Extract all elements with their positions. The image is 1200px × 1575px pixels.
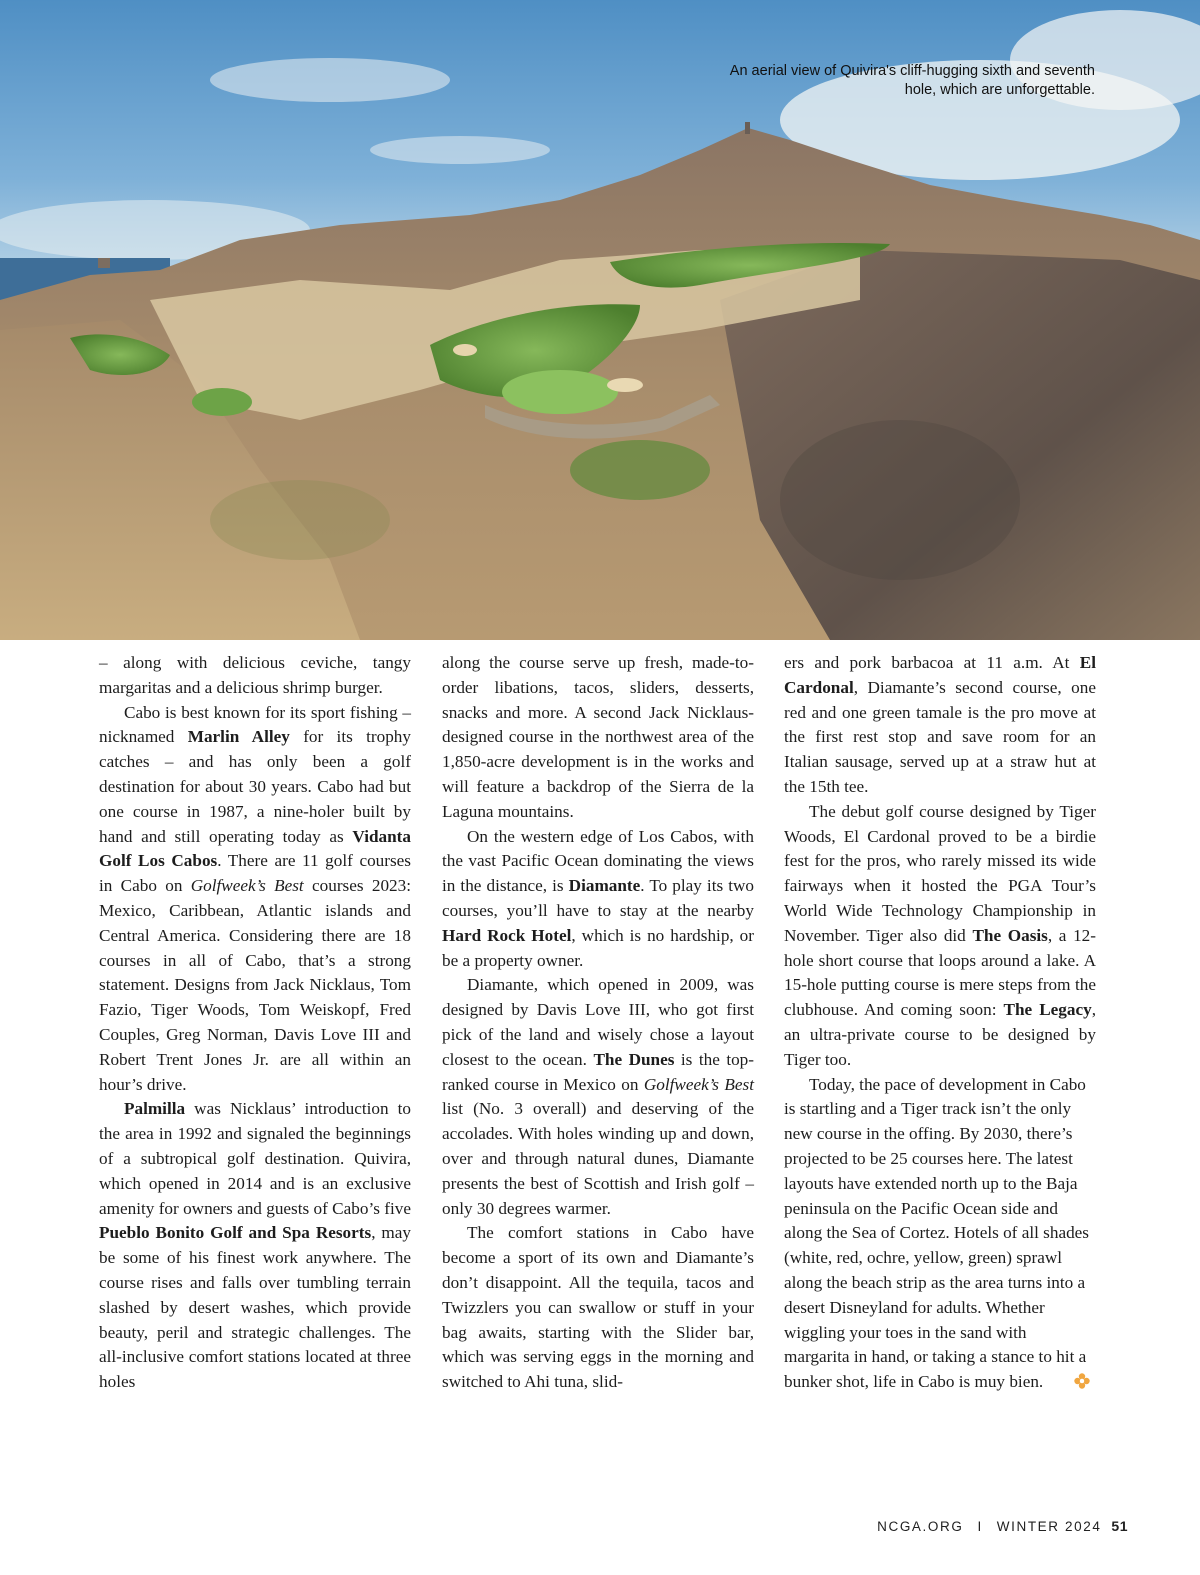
- bold-name-the-dunes: The Dunes: [593, 1049, 675, 1069]
- paragraph-text: along the course serve up fresh, made-to-order libations, tacos, sliders, desserts, snacks and more. A second Jack Nicklaus-designed course in the northwest area of the 1,850-acre development is in the works and will feature a backdrop of the Sierra de la Laguna mountains.: [442, 653, 754, 821]
- paragraph-text: , an ultra-private course to be designed by Tiger too.: [784, 1000, 1097, 1069]
- golf-flower-end-mark-icon: [1049, 1372, 1065, 1388]
- paragraph-text: Cabo is best known for its sport fishing – nicknamed: [99, 702, 411, 747]
- bold-name-the-legacy: The Legacy: [1003, 1000, 1092, 1020]
- paragraph: [784, 1073, 1096, 1395]
- paragraph: [784, 800, 1096, 1073]
- photo-caption: An aerial view of Quivira's cliff-hugging sixth and seventh hole, which are unforgettable.: [729, 63, 1095, 98]
- page-footer: [877, 1518, 1128, 1534]
- paragraph: [99, 1097, 411, 1395]
- paragraph-text: , a 12-hole short course that loops around a lake. A 15-hole putting course is mere steps from the clubhouse. And coming soon:: [784, 925, 1096, 1020]
- paragraph-text: . There are 11 golf courses in Cabo on: [99, 851, 411, 896]
- article-column-1: [99, 651, 411, 1395]
- paragraph-text: for its trophy catches – and has only been a golf destination for about 30 years. Cabo had but one course in 1987, a nine-holer built by hand and still operating today as: [99, 727, 411, 846]
- paragraph: [784, 651, 1096, 800]
- paragraph: [99, 651, 411, 701]
- bold-name-el-cardonal: El Cardonal: [784, 653, 1096, 697]
- paragraph: [442, 973, 754, 1221]
- paragraph-text: courses 2023: Mexico, Caribbean, Atlantic islands and Central America. Considering there are 18 courses in all of Cabo, that’s a strong statement. Designs from Jack Nicklaus, Tom Fazio, Tiger Woods, Tom Weiskopf, Fred Couples, Greg Norman, Davis Love III and Robert Trent Jones Jr. are all within an hour’s drive.: [99, 876, 411, 1094]
- bold-name-the-oasis: The Oasis: [972, 925, 1048, 945]
- paragraph-text: , which is no hardship, or be a property owner.: [442, 925, 755, 970]
- footer-issue: WINTER 2024: [996, 1519, 1102, 1534]
- paragraph: [442, 651, 754, 825]
- footer-separator: I: [977, 1519, 983, 1534]
- bold-name-pueblo-bonito: Pueblo Bonito Golf and Spa Resorts: [99, 1223, 372, 1243]
- paragraph-text: On the western edge of Los Cabos, with the vast Pacific Ocean dominating the views in the distance, is: [442, 826, 754, 896]
- paragraph-text: ers and pork barbacoa at 11 a.m. At: [784, 653, 1080, 672]
- hero-photo: [0, 0, 1200, 640]
- article-column-2: [442, 651, 754, 1395]
- bold-name-vidanta: Vidanta Golf Los Cabos: [99, 826, 411, 871]
- footer-site: NCGA.ORG: [877, 1519, 964, 1534]
- article-column-3: [784, 651, 1096, 1395]
- paragraph-text: The comfort stations in Cabo have become a sport of its own and Diamante’s don’t disappoint. All the tequila, tacos and Twizzlers you can swallow or stuff in your bag awaits, starting with the Slider bar, which was serving eggs in the morning and switched to Ahi tuna, slid-: [442, 1223, 754, 1392]
- paragraph-text: Today, the pace of development in Cabo is startling and a Tiger track isn’t the only new course in the offing. By 2030, there’s projected to be 25 courses here. The latest layouts have extended north up to the Baja peninsula on the Pacific Ocean side and along the Sea of Cortez. Hotels of all shades (white, red, ochre, yellow, green) sprawl along the beach strip as the area turns into a desert Disneyland for adults. Whether wiggling your toes in the sand with margarita in hand, or taking a stance to hit a bunker shot, life in Cabo is muy bien.: [784, 1074, 1089, 1392]
- bold-name-marlin-alley: Marlin Alley: [187, 727, 290, 747]
- paragraph-text: Diamante, which opened in 2009, was designed by Davis Love III, who got first pick of the land and wisely chose a layout closest to the ocean.: [442, 975, 754, 1069]
- paragraph-text: list (No. 3 overall) and deserving of the accolades. With holes winding up and down, over and through natural dunes, Diamante presents the best of Scottish and Irish golf – only 30 degrees warmer.: [442, 1099, 754, 1218]
- page-number: 51: [1111, 1518, 1128, 1534]
- paragraph-text: , may be some of his finest work anywhere. The course rises and falls over tumbling terrain slashed by desert washes, which provide beauty, peril and strategic challenges. The all-inclusive comfort stations located at three holes: [99, 1223, 411, 1392]
- paragraph-text: – along with delicious ceviche, tangy margaritas and a delicious shrimp burger.: [99, 653, 411, 697]
- italic-publication: Golfweek’s Best: [190, 876, 304, 896]
- paragraph-text: was Nicklaus’ introduction to the area in 1992 and signaled the beginnings of a subtropical golf destination. Quivira, which opened in 2014 and is an exclusive amenity for owners and guests of Cabo’s five: [99, 1099, 411, 1218]
- bold-name-palmilla: Palmilla: [124, 1099, 186, 1119]
- paragraph: [442, 1221, 754, 1395]
- paragraph-text: . To play its two courses, you’ll have to stay at the nearby: [442, 876, 754, 920]
- paragraph-text: The debut golf course designed by Tiger Woods, El Cardonal proved to be a birdie fest for the pros, who rarely missed its wide fairways when it hosted the PGA Tour’s World Wide Technology Championship in November. Tiger also did: [784, 801, 1096, 945]
- paragraph: [442, 825, 754, 974]
- paragraph-text: is the top-ranked course in Mexico on: [442, 1049, 754, 1094]
- italic-publication: Golfweek’s Best: [643, 1074, 754, 1094]
- bold-name-diamante: Diamante: [568, 876, 641, 896]
- paragraph: [99, 701, 411, 1098]
- bold-name-hard-rock-hotel: Hard Rock Hotel: [442, 925, 572, 945]
- paragraph-text: , Diamante’s second course, one red and one green tamale is the pro move at the first rest stop and save room for an Italian sausage, served up at a straw hut at the 15th tee.: [784, 677, 1096, 796]
